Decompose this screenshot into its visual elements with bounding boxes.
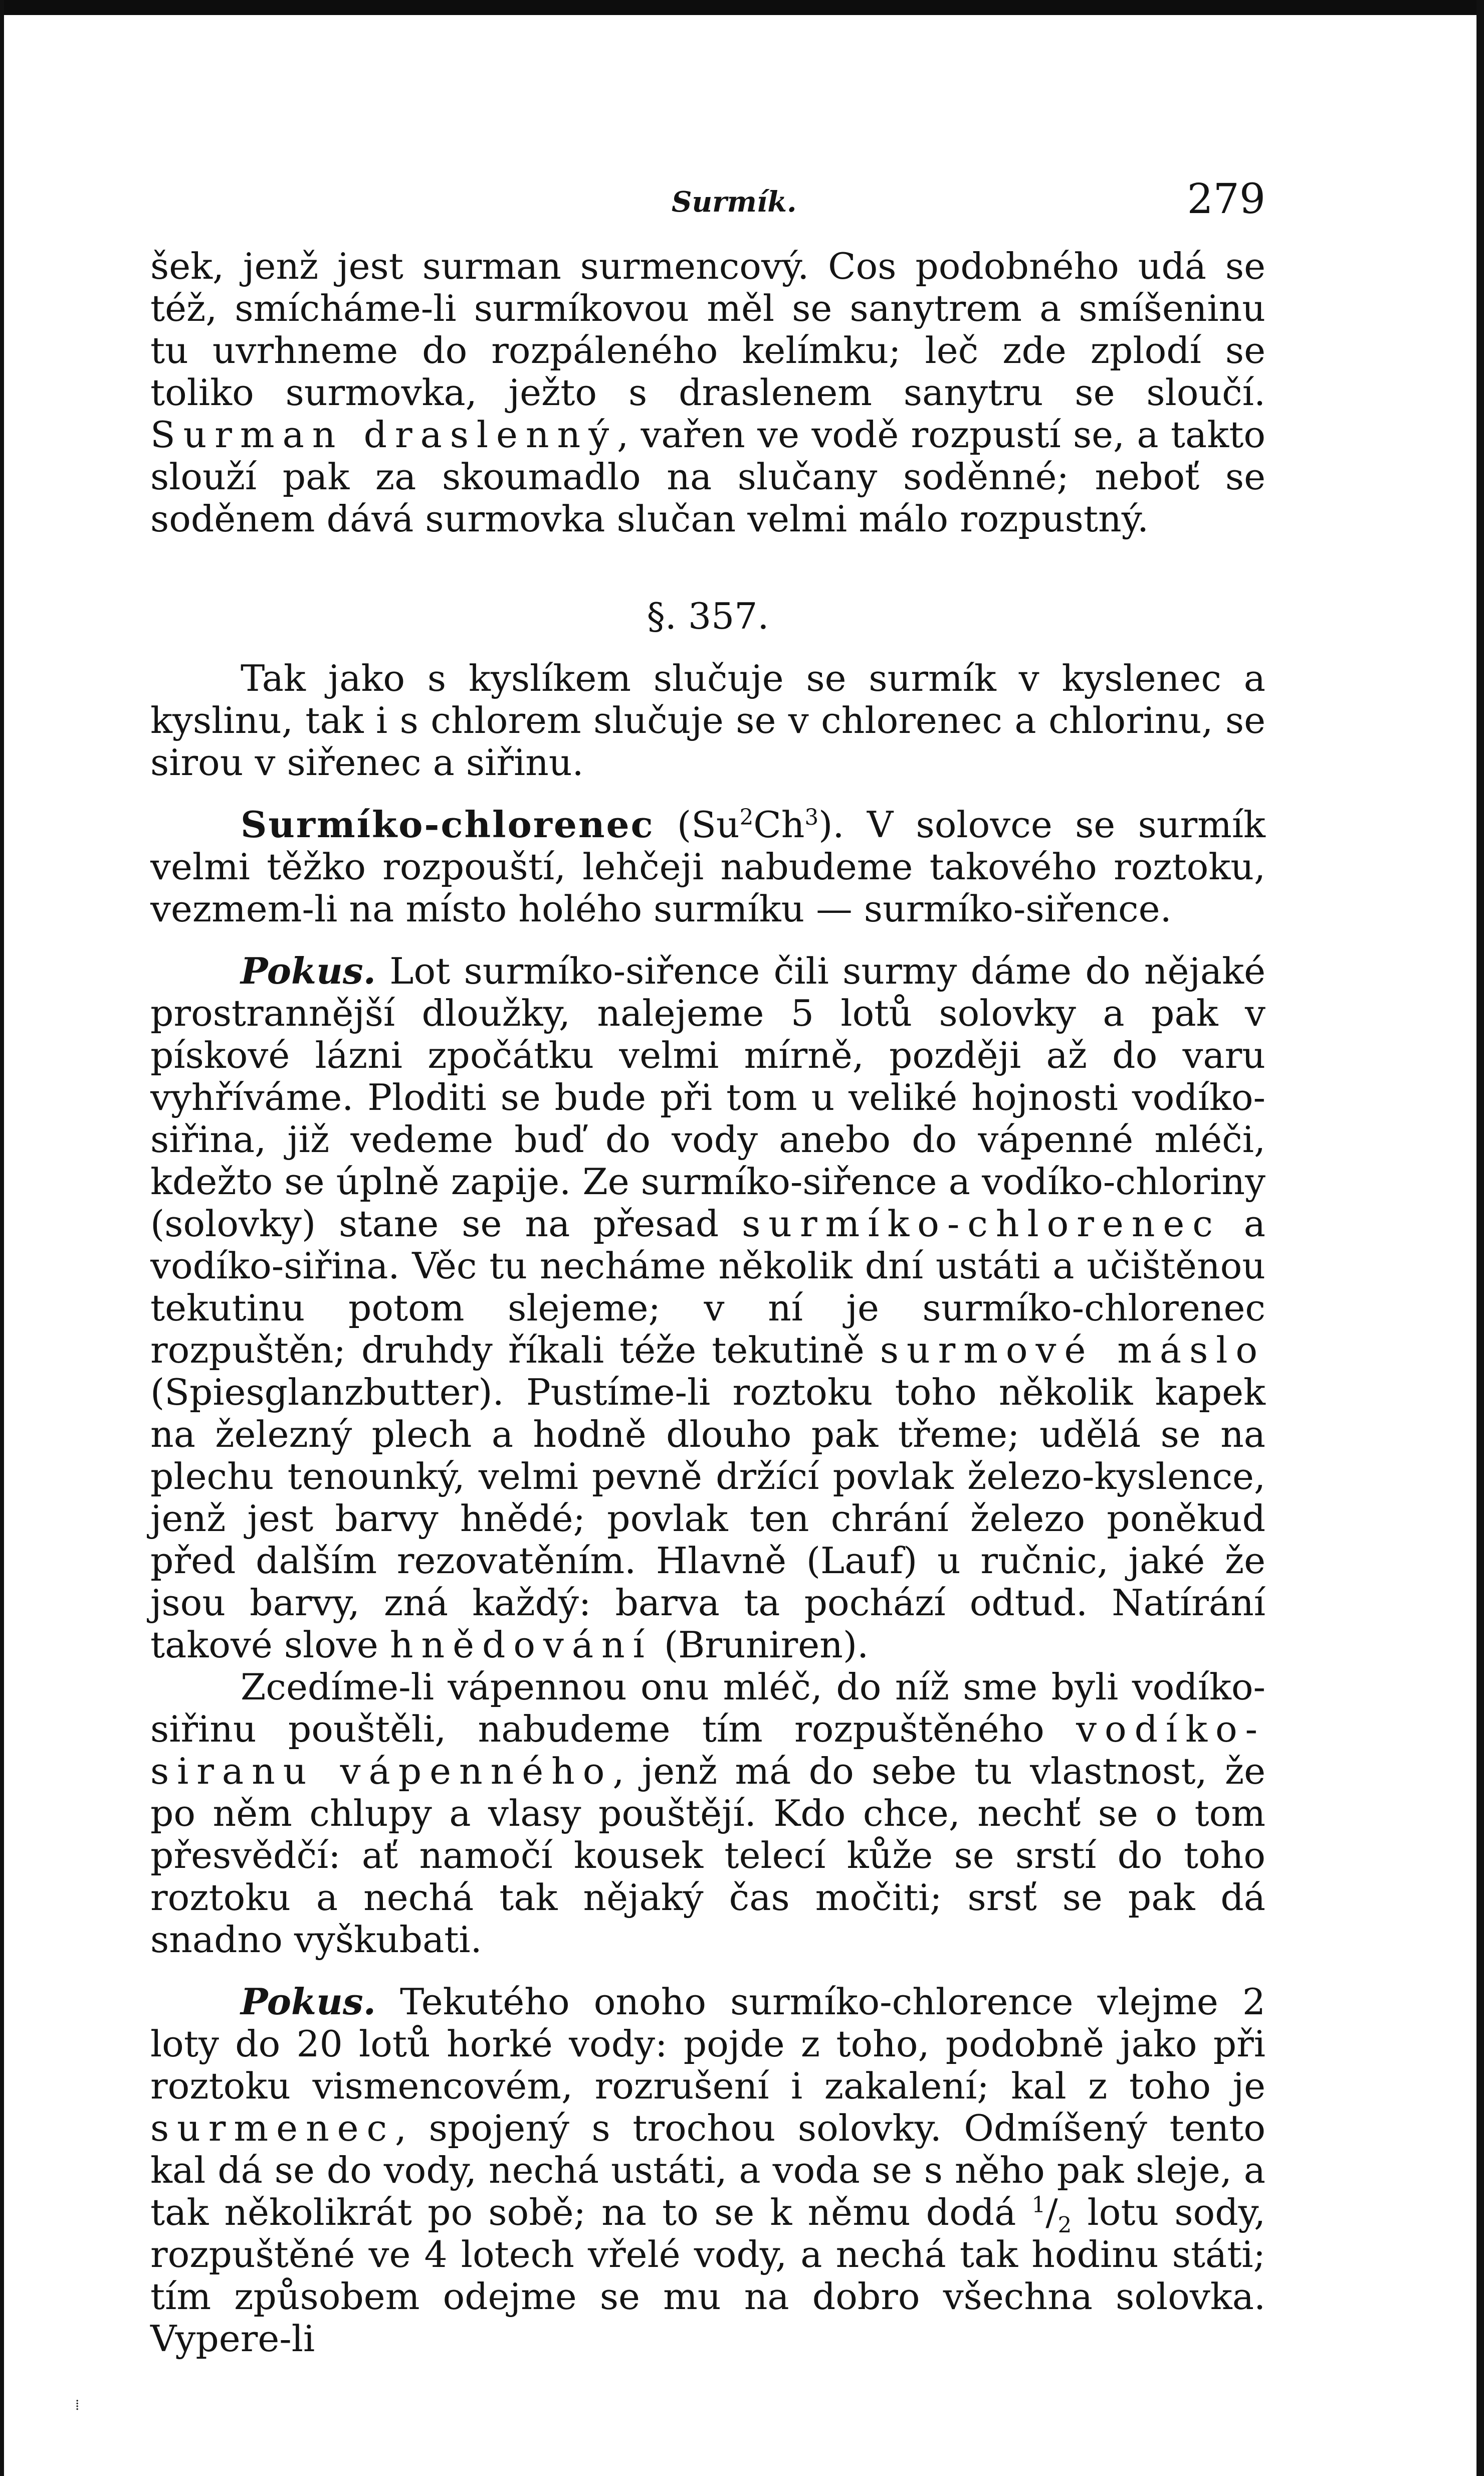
pokus-label-2: Pokus.: [241, 1981, 376, 2023]
running-title: Surmík.: [672, 185, 797, 219]
section-number: §. 357.: [647, 596, 769, 638]
fraction-denominator: 2: [1057, 2213, 1072, 2238]
paragraph-1-text-b: , vařen ve vodě rozpustí se, a takto slouží pak za skoumadlo na slučany soděnné; neboť se soděnem dává surmovka slučan velmi málo rozpustný.: [150, 414, 1265, 540]
paragraph-4-text-a: Lot surmíko-siřence čili surmy dáme do nějaké prostrannější dloužky, nalejeme 5 lotů solovky a pak v pískové lázni zpočátku velmi mírně, později až do varu vyhříváme. Ploditi se bude při tom u veliké hojnosti vodíko-siřina, již vedeme buď do vody anebo do vápenné mléči, kdežto se úplně zapije. Ze surmíko-siřence a vodíko-chloriny (solovky) stane se na přesad: [150, 950, 1265, 1245]
page-edge-right: [1476, 0, 1484, 2476]
paragraph-5-text-a: Zcedíme-li vápennou onu mléč, do níž sme byli vodíko-siřinu pouštěli, nabudeme tím rozpuštěného: [150, 1666, 1265, 1751]
paragraph-4-text-c: (Spiesglanzbutter). Pustíme-li roztoku toho několik kapek na železný plech a hodně dlouho pak třeme; udělá se na plechu tenounký, velmi pevně držící povlak železo-kyslence, jenž jest barvy hnědé; povlak ten chrání železo poněkud před dalším rezovatěním. Hlavně (Lauf) u ručnic, jaké že jsou barvy, zná každý: barva ta pochází odtud. Natírání takové slove: [150, 1372, 1265, 1666]
spaced-term-surmiko-chlorenec: surmíko-chlorenec: [742, 1203, 1221, 1245]
spaced-term-vodiko-siranu-vapenneho: vodíko-siranu vápenného: [150, 1708, 1265, 1793]
formula-part-c: ).: [818, 804, 844, 846]
margin-scan-mark: ⁞: [75, 2396, 80, 2414]
paragraph-6-text-b: , spojený s trochou solovky. Odmíšený tento kal dá se do vody, nechá ustáti, a voda se s něho pak sleje, a tak několikrát po sobě; na to se k němu dodá: [150, 2108, 1265, 2234]
pokus-label-1: Pokus.: [241, 950, 376, 993]
page-number: 279: [1187, 175, 1265, 223]
paragraph-4-text-d: (Bruniren).: [652, 1624, 869, 1666]
page-edge-top: [0, 0, 1484, 15]
paragraph-3: [150, 804, 1265, 930]
paragraph-6: [150, 1981, 1265, 2360]
formula-part-b: Ch: [753, 804, 805, 846]
paragraph-6-text-a: Tekutého onoho surmíko-chlorence vlejme 2 loty do 20 lotů horké vody: pojde z toho, podobně jako při roztoku vismencovém, rozrušení i zakalení; kal z toho je: [150, 1981, 1265, 2108]
paragraph-6-text-c: lotu sody, rozpuštěné ve 4 lotech vřelé vody, a nechá tak hodinu státi; tím způsobem odejme se mu na dobro všechna solovka. Vypere-li: [150, 2192, 1265, 2360]
spaced-term-surman-draslenny: Surman draslenný: [150, 414, 617, 456]
running-header: [150, 175, 1265, 221]
fraction-numerator: 1: [1031, 2192, 1046, 2218]
paragraph-5: [150, 1666, 1265, 1961]
paragraph-1: [150, 246, 1265, 540]
spaced-term-hnedovani: hnědování: [389, 1624, 653, 1666]
section-heading-surmiko-chlorenec: Surmíko-chlorenec: [241, 804, 655, 846]
paragraph-1-text-a: šek, jenž jest surman surmencový. Cos podobného udá se též, smícháme-li surmíkovou měl se sanytrem a smíšeninu tu uvrhneme do rozpáleného kelímku; leč zde zplodí se toliko surmovka, ježto s draslenem sanytru se sloučí.: [150, 246, 1265, 414]
formula-superscript-2: 3: [804, 805, 819, 830]
paragraph-2: Tak jako s kyslíkem slučuje se surmík v kyslenec a kyslinu, tak i s chlorem slučuje se v chlorenec a chlorinu, se sirou v siřenec a siřinu.: [150, 658, 1265, 784]
paragraph-4: [150, 950, 1265, 1666]
spaced-term-surmenec: surmenec: [150, 2108, 395, 2150]
formula-superscript-1: 2: [739, 805, 754, 830]
paragraph-4-text-b: a vodíko-siřina. Věc tu necháme několik dní ustáti a učištěnou tekutinu potom slejeme; v ní je surmíko-chlorenec rozpuštěn; druhdy říkali téže tekutině: [150, 1203, 1265, 1372]
paragraph-3-text: V solovce se surmík velmi těžko rozpouští, lehčeji nabudeme takového roztoku, vezmem-li na místo holého surmíku — surmíko-siřence.: [150, 804, 1265, 930]
fraction-slash: /: [1045, 2192, 1058, 2234]
book-page: [150, 175, 1265, 2360]
formula-part-a: (Su: [654, 804, 740, 846]
spaced-term-surmove-maslo: surmové máslo: [880, 1329, 1265, 1372]
page-edge-left: [0, 0, 4, 2476]
paragraph-5-text-b: , jenž má do sebe tu vlastnost, že po něm chlupy a vlasy pouštějí. Kdo chce, nechť se o tom přesvědčí: ať namočí kousek telecí kůže se srstí do toho roztoku a nechá tak nějaký čas močiti; srsť se pak dá snadno vyškubati.: [150, 1751, 1265, 1961]
